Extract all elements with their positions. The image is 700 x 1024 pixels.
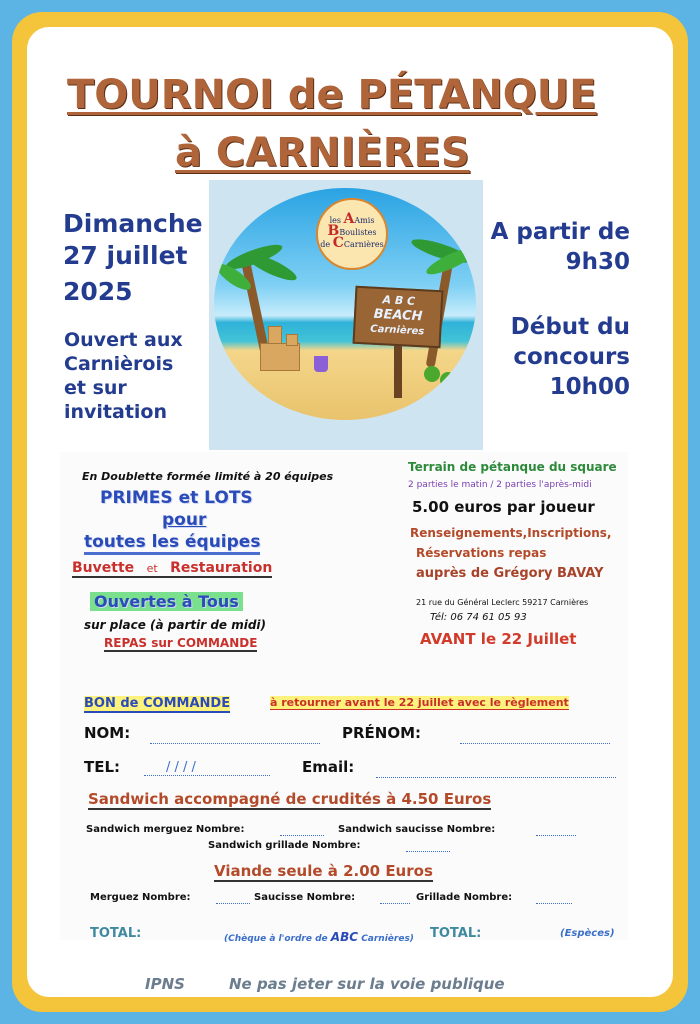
title-line-1: TOURNOI de PÉTANQUE [67, 72, 597, 118]
open-to-all: Ouvertes à Tous [90, 592, 243, 611]
contact-name: auprès de Grégory BAVAY [416, 566, 604, 581]
et-label: et [146, 562, 158, 575]
sign-line-2: BEACH [373, 306, 423, 325]
buvette-restauration [72, 560, 272, 578]
merguez-field[interactable] [216, 896, 250, 904]
open-line-4: invitation [64, 401, 168, 423]
contact-phone: Tél: 06 74 61 05 93 [430, 612, 527, 623]
sandwich-saucisse-field[interactable] [536, 828, 576, 836]
grillade-label: Grillade Nombre: [416, 892, 513, 903]
cheque-note-abc: ABC [330, 930, 359, 944]
beach-logo [209, 180, 483, 450]
contest-time: 10h00 [549, 374, 630, 400]
tel-label: TEL: [84, 758, 121, 776]
club-badge: les AAmis BBoulistes de CCarnières [316, 198, 388, 270]
cheque-note-suffix: Carnières) [361, 934, 414, 944]
contest-label-2: concours [513, 344, 630, 370]
saucisse-field[interactable] [380, 896, 410, 904]
beach-bucket [314, 356, 328, 372]
prizes-line-2: pour [162, 510, 207, 530]
open-line-3: et sur [64, 377, 127, 399]
open-line-2: Carnièrois [64, 353, 174, 375]
footer-ipns: IPNS [145, 975, 185, 993]
poster-sheet [27, 27, 673, 997]
footer-notice: Ne pas jeter sur la voie publique [229, 975, 505, 993]
on-site-text: sur place (à partir de midi) [84, 618, 267, 632]
sandwich-grillade-label: Sandwich grillade Nombre: [208, 840, 361, 851]
event-date: 27 juillet [63, 241, 188, 270]
sandwich-merguez-field[interactable] [280, 828, 324, 836]
terrain-text: Terrain de pétanque du square [408, 460, 617, 474]
prizes-line-1: PRIMES et LOTS [100, 488, 253, 508]
event-day: Dimanche [63, 209, 203, 238]
grillade-field[interactable] [536, 896, 572, 904]
title-line-2: à CARNIÈRES [175, 130, 470, 176]
deadline-text: AVANT le 22 Juillet [420, 630, 577, 648]
cheque-note-prefix: (Chèque à l'ordre de [224, 934, 328, 944]
sandwich-merguez-label: Sandwich merguez Nombre: [86, 824, 245, 835]
merguez-label: Merguez Nombre: [90, 892, 191, 903]
cheque-note [224, 930, 414, 944]
prenom-label: PRÉNOM: [342, 724, 422, 742]
sandwich-grillade-field[interactable] [406, 844, 450, 852]
cash-note: (Espèces) [560, 928, 615, 939]
contest-label-1: Début du [510, 314, 630, 340]
sandwich-saucisse-label: Sandwich saucisse Nombre: [338, 824, 496, 835]
email-label: Email: [302, 758, 355, 776]
tel-field[interactable]: / / / / [144, 760, 270, 776]
sign-line-3: Carnières [370, 323, 425, 338]
info-panel [60, 452, 628, 944]
total-cash-label: TOTAL: [430, 926, 482, 941]
nom-label: NOM: [84, 724, 131, 742]
open-line-1: Ouvert aux [64, 329, 183, 351]
saucisse-label: Saucisse Nombre: [254, 892, 356, 903]
beach-scene-image [214, 188, 476, 420]
games-schedule: 2 parties le matin / 2 parties l'après-midi [408, 480, 592, 490]
coconut [424, 366, 440, 382]
info-line-2: Réservations repas [416, 546, 547, 560]
prenom-field[interactable] [460, 732, 610, 744]
info-line-1: Renseignements,Inscriptions, [410, 526, 612, 540]
prizes-line-3: toutes les équipes [84, 532, 260, 555]
sand-castle [260, 343, 300, 371]
event-year: 2025 [63, 277, 133, 306]
order-form-title: BON de COMMANDE [84, 696, 231, 711]
beach-sign [353, 286, 444, 349]
price-text: 5.00 euros par joueur [412, 498, 595, 516]
sandwich-offer: Sandwich accompagné de crudités à 4.50 Euros [88, 790, 492, 808]
meal-order-text: REPAS sur COMMANDE [104, 636, 258, 650]
contact-address: 21 rue du Général Leclerc 59217 Carnières [416, 598, 589, 607]
start-time-label: A partir de [490, 219, 630, 245]
total-cheque-label: TOTAL: [90, 926, 142, 941]
email-field[interactable] [376, 766, 616, 778]
order-form-note: à retourner avant le 22 juillet avec le règlement [270, 696, 569, 709]
sign-line-1: A B C [382, 293, 416, 308]
restauration-label: Restauration [170, 560, 273, 576]
viande-offer: Viande seule à 2.00 Euros [214, 862, 433, 880]
buvette-label: Buvette [72, 560, 135, 576]
start-time: 9h30 [565, 249, 630, 275]
nom-field[interactable] [150, 732, 320, 744]
format-text: En Doublette formée limité à 20 équipes [82, 470, 334, 483]
